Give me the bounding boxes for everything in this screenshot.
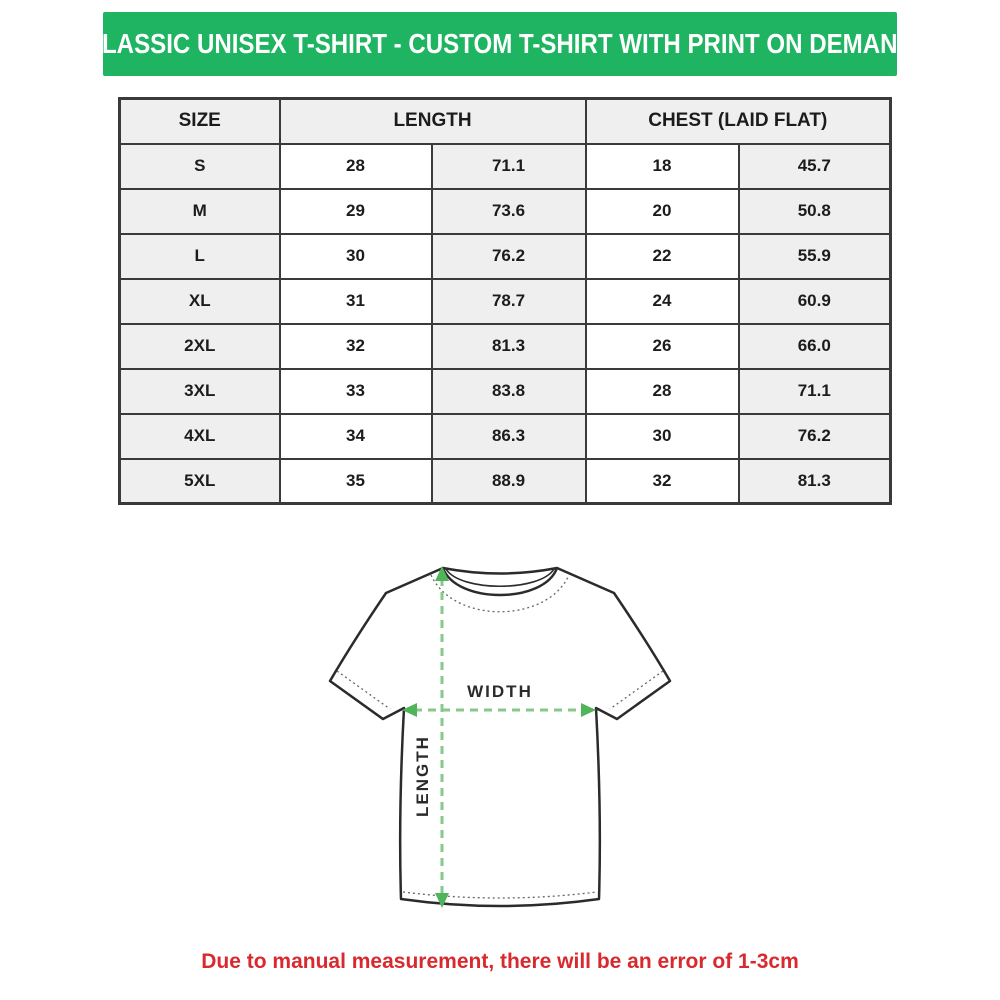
chest-in-cell: 28 [586,369,739,414]
length-cm-cell: 76.2 [432,234,586,279]
size-cell: L [120,234,280,279]
chest-in-cell: 32 [586,459,739,504]
chest-in-cell: 20 [586,189,739,234]
length-in-cell: 28 [280,144,432,189]
tshirt-outline [330,568,670,906]
length-cm-cell: 86.3 [432,414,586,459]
length-in-cell: 31 [280,279,432,324]
title-banner [84,12,916,76]
size-cell: S [120,144,280,189]
length-in-cell: 29 [280,189,432,234]
table-row [120,324,891,369]
size-cell: 2XL [120,324,280,369]
length-in-cell: 34 [280,414,432,459]
chest-in-cell: 26 [586,324,739,369]
chest-cm-cell: 81.3 [739,459,891,504]
chest-cm-cell: 55.9 [739,234,891,279]
table-row [120,144,891,189]
table-row [120,189,891,234]
length-in-cell: 30 [280,234,432,279]
length-cm-cell: 78.7 [432,279,586,324]
length-cm-cell: 88.9 [432,459,586,504]
length-cm-cell: 83.8 [432,369,586,414]
chest-in-cell: 22 [586,234,739,279]
size-cell: 3XL [120,369,280,414]
length-cm-cell: 81.3 [432,324,586,369]
column-header-chest: CHEST (LAID FLAT) [586,99,891,144]
chest-in-cell: 18 [586,144,739,189]
chest-cm-cell: 60.9 [739,279,891,324]
table-header-row [120,99,891,144]
length-label: LENGTH [413,735,432,817]
table-row [120,279,891,324]
chest-cm-cell: 71.1 [739,369,891,414]
chest-cm-cell: 50.8 [739,189,891,234]
chest-cm-cell: 45.7 [739,144,891,189]
size-cell: M [120,189,280,234]
size-cell: 4XL [120,414,280,459]
column-header-size: SIZE [120,99,280,144]
size-cell: 5XL [120,459,280,504]
chest-cm-cell: 76.2 [739,414,891,459]
chest-in-cell: 30 [586,414,739,459]
table-row [120,459,891,504]
tshirt-diagram [320,548,680,923]
column-header-length: LENGTH [280,99,586,144]
size-chart-table [118,97,892,505]
width-label: WIDTH [467,682,533,701]
table-row [120,414,891,459]
table-row [120,234,891,279]
length-cm-cell: 73.6 [432,189,586,234]
page-title: CLASSIC UNISEX T-SHIRT - CUSTOM T-SHIRT WITH PRINT ON DEMAND [84,28,916,59]
length-in-cell: 32 [280,324,432,369]
length-in-cell: 33 [280,369,432,414]
length-cm-cell: 71.1 [432,144,586,189]
measurement-disclaimer: Due to manual measurement, there will be an error of 1-3cm [201,950,799,973]
chest-cm-cell: 66.0 [739,324,891,369]
table-row [120,369,891,414]
size-cell: XL [120,279,280,324]
chest-in-cell: 24 [586,279,739,324]
length-in-cell: 35 [280,459,432,504]
